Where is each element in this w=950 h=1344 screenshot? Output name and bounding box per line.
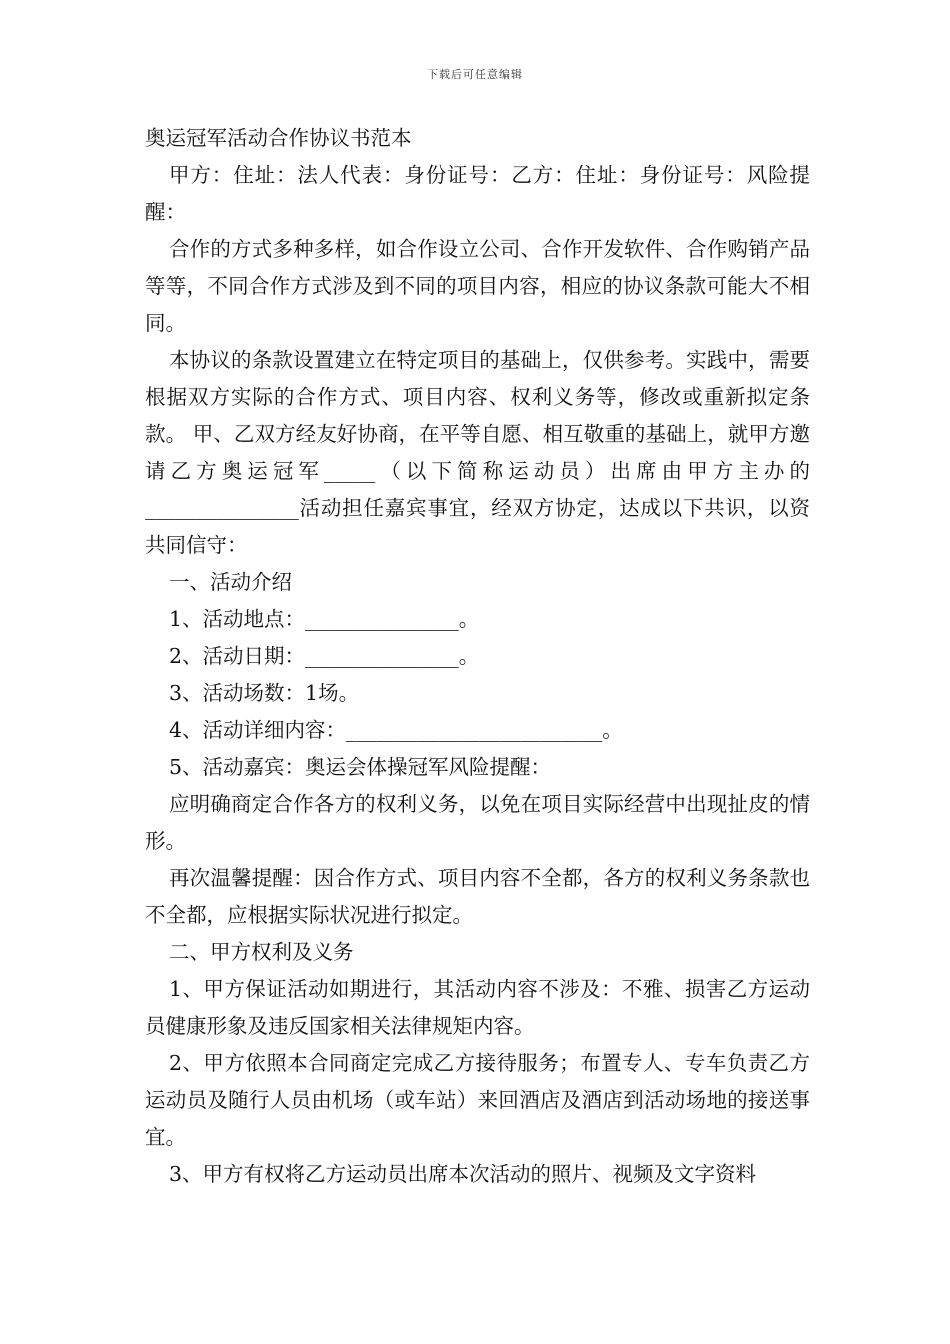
paragraph-parties: 甲方：住址：法人代表：身份证号：乙方：住址：身份证号：风险提醒： bbox=[145, 163, 810, 224]
section-heading-activity: 一、活动介绍 bbox=[169, 570, 292, 594]
document-title: 奥运冠军活动合作协议书范本 bbox=[145, 126, 412, 150]
list-item-guest: 5、活动嘉宾：奥运会体操冠军风险提醒： bbox=[169, 755, 552, 779]
paragraph-rights-reminder: 应明确商定合作各方的权利义务，以免在项目实际经营中出现扯皮的情形。 bbox=[145, 792, 810, 853]
list-item-content: 4、活动详细内容：_________________________。 bbox=[169, 718, 623, 742]
list-item-location: 1、活动地点：_______________。 bbox=[169, 607, 480, 631]
section-heading-party-a: 二、甲方权利及义务 bbox=[169, 940, 354, 964]
paragraph-agreement-basis: 本协议的条款设置建立在特定项目的基础上，仅供参考。实践中，需要根据双方实际的合作方式、项目内容、权利义务等，修改或重新拟定条款。 甲、乙双方经友好协商，在平等自愿、相互敬重的基础上，就甲方邀请乙方奥运冠军_____（以下简称运动员）出席由甲方主办的_______________活动担任嘉宾事宜，经双方协定，达成以下共识，以资共同信守： bbox=[145, 348, 810, 557]
paragraph-cooperation-methods: 合作的方式多种多样，如合作设立公司、合作开发软件、合作购销产品等等，不同合作方式涉及到不同的项目内容，相应的协议条款可能大不相同。 bbox=[145, 237, 810, 335]
clause-a-2: 2、甲方依照本合同商定完成乙方接待服务；布置专人、专车负责乙方运动员及随行人员由机场（或车站）来回酒店及酒店到活动场地的接送事宜。 bbox=[145, 1051, 810, 1149]
document-body bbox=[145, 120, 810, 1193]
clause-a-3: 3、甲方有权将乙方运动员出席本次活动的照片、视频及文字资料 bbox=[169, 1162, 757, 1186]
clause-a-1: 1、甲方保证活动如期进行，其活动内容不涉及：不雅、损害乙方运动员健康形象及违反国家相关法律规矩内容。 bbox=[145, 977, 810, 1038]
list-item-date: 2、活动日期：_______________。 bbox=[169, 644, 480, 668]
list-item-sessions: 3、活动场数：1场。 bbox=[169, 681, 360, 705]
paragraph-warm-reminder: 再次温馨提醒：因合作方式、项目内容不全都，各方的权利义务条款也不全都，应根据实际状况进行拟定。 bbox=[145, 866, 810, 927]
header-note: 下载后可任意编辑 bbox=[427, 68, 523, 81]
